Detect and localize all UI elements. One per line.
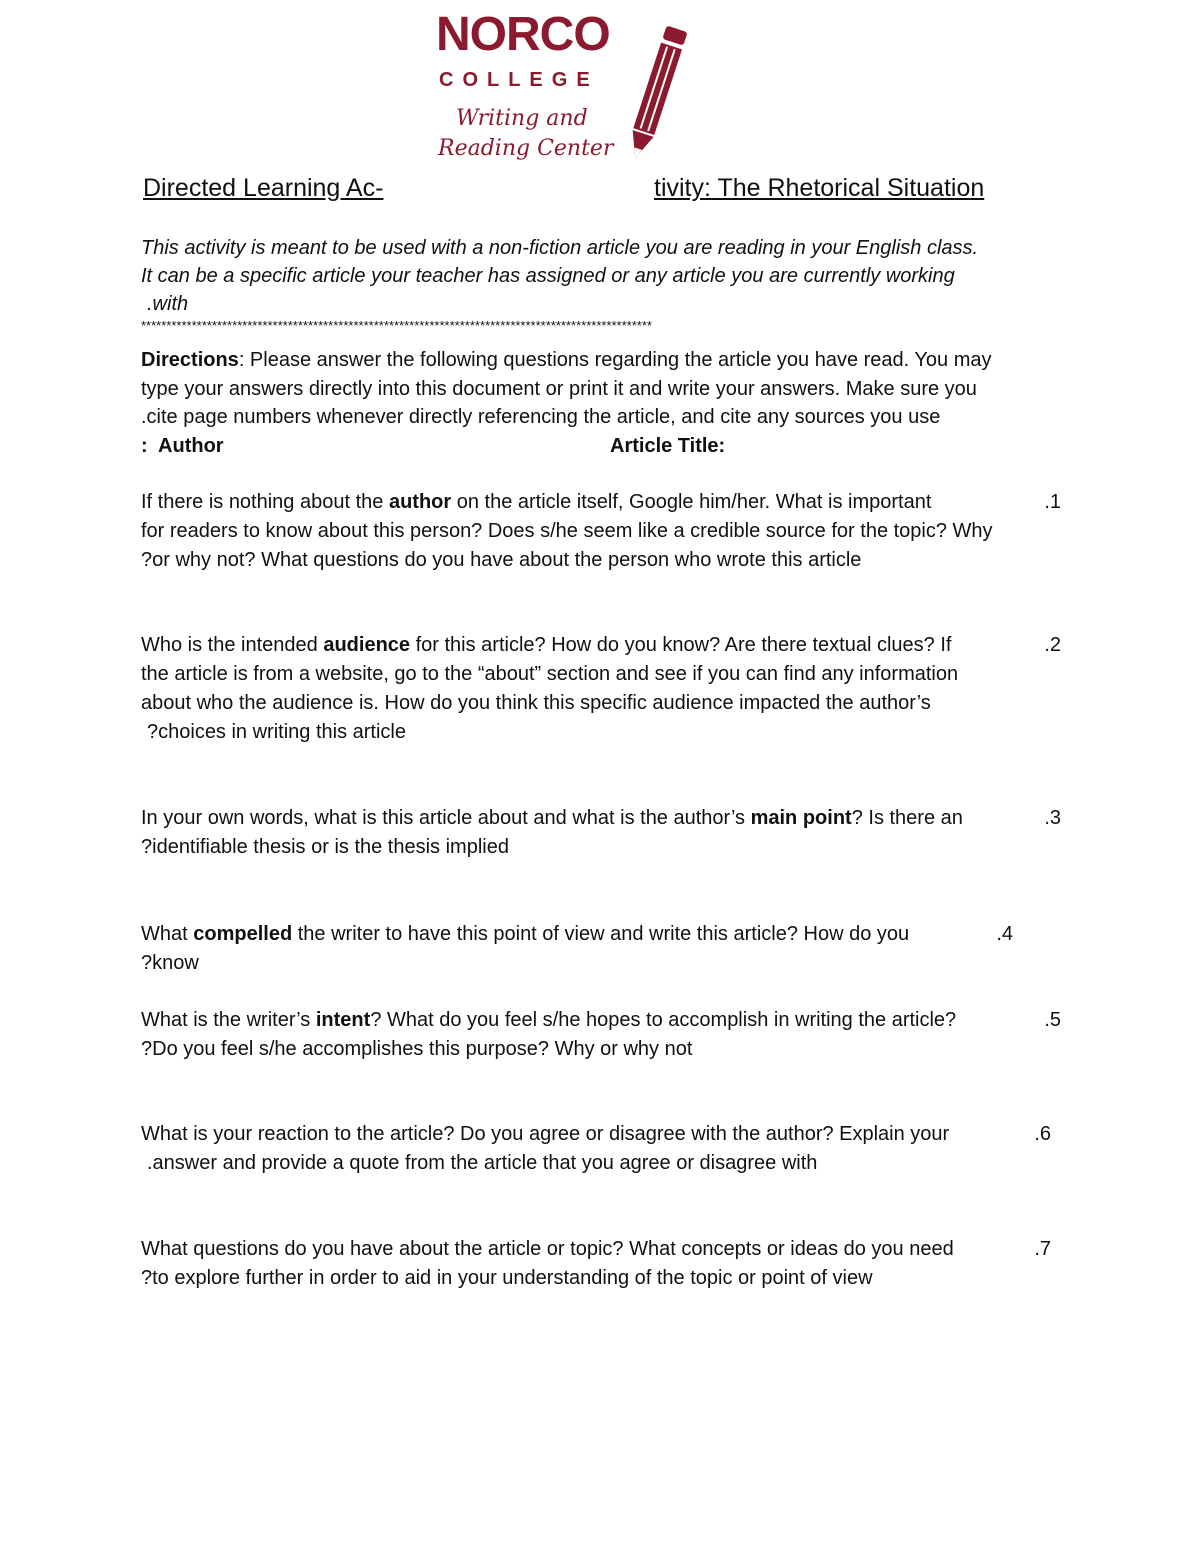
intro-line: It can be a specific article your teacher has assigned or any article you are currently working	[141, 265, 955, 287]
logo-subname: COLLEGE	[439, 69, 599, 91]
question-keyword: compelled	[193, 923, 293, 945]
question-text: ? Is there an	[851, 807, 963, 829]
directions-text: .cite page numbers whenever directly referencing the article, and cite any sources you use	[141, 406, 941, 428]
logo-script-line1: Writing and	[456, 106, 588, 131]
question-number: .2	[1044, 634, 1061, 656]
question-3	[141, 804, 1061, 862]
college-logo	[436, 10, 696, 160]
directions-text: type your answers directly into this document or print it and write your answers. Make sure you	[141, 377, 977, 400]
separator: *****************************************************************************************************	[141, 318, 652, 333]
directions-label: Directions	[141, 349, 239, 371]
question-text: on the article itself, Google him/her. What is important	[451, 491, 932, 513]
question-number: .1	[1044, 491, 1061, 513]
question-text: the writer to have this point of view and write this article? How do you	[292, 923, 910, 945]
question-text: What is the writer’s	[141, 1009, 316, 1031]
question-2	[141, 631, 1061, 747]
question-text: ?choices in writing this article	[147, 721, 406, 743]
question-keyword: intent	[315, 1009, 371, 1031]
question-4	[141, 920, 1061, 978]
author-field-label[interactable]: : Author	[141, 435, 224, 457]
question-5	[141, 1006, 1061, 1064]
question-number: .3	[1044, 807, 1061, 829]
question-text: ?Do you feel s/he accomplishes this purpose? Why or why not	[141, 1038, 693, 1060]
question-text: ?or why not? What questions do you have about the person who wrote this article	[141, 549, 862, 571]
question-text: ? What do you feel s/he hopes to accomplish in writing the article?	[370, 1009, 957, 1031]
question-number: .7	[1034, 1238, 1051, 1260]
intro-paragraph	[141, 234, 1041, 318]
directions-paragraph	[141, 346, 1071, 432]
question-text: for this article? How do you know? Are there textual clues? If	[410, 634, 952, 656]
question-keyword: audience	[323, 634, 411, 656]
question-text: What is your reaction to the article? Do you agree or disagree with the author? Explain your	[141, 1123, 950, 1145]
question-number: .5	[1044, 1009, 1061, 1031]
article-title-field-label[interactable]: Article Title:	[610, 435, 726, 457]
question-1	[141, 488, 1061, 575]
page-title-left: Directed Learning Ac-	[143, 174, 384, 202]
question-text: In your own words, what is this article about and what is the author’s	[141, 807, 751, 829]
question-text: ?to explore further in order to aid in your understanding of the topic or point of view	[141, 1267, 873, 1289]
question-keyword: author	[388, 491, 452, 513]
question-6	[141, 1120, 1061, 1178]
question-keyword: main point	[750, 807, 852, 829]
logo-script-line2: Reading Center	[438, 136, 614, 161]
question-text: the article is from a website, go to the “about” section and see if you can find any information	[141, 663, 959, 685]
page-title-right: tivity: The Rhetorical Situation	[654, 174, 985, 202]
question-text: What questions do you have about the article or topic? What concepts or ideas do you need	[141, 1238, 954, 1260]
logo-name: NORCO	[436, 8, 610, 61]
question-text: ?identifiable thesis or is the thesis implied	[141, 836, 509, 858]
intro-line: This activity is meant to be used with a non-fiction article you are reading in your English class.	[141, 237, 979, 259]
question-text: If there is nothing about the	[141, 491, 389, 513]
pencil-icon	[620, 16, 696, 166]
question-text: for readers to know about this person? Does s/he seem like a credible source for the topic? Why	[141, 520, 993, 542]
question-number: .4	[996, 923, 1013, 945]
question-text: ?know	[141, 952, 199, 974]
question-text: Who is the intended	[141, 634, 324, 656]
question-number: .6	[1034, 1123, 1051, 1145]
question-7	[141, 1235, 1061, 1293]
intro-line: .with	[147, 293, 189, 315]
question-text: .answer and provide a quote from the article that you agree or disagree with	[147, 1152, 818, 1174]
directions-text: : Please answer the following questions regarding the article you have read. You may	[238, 349, 992, 371]
question-text: What	[141, 923, 194, 945]
question-text: about who the audience is. How do you think this specific audience impacted the author’s	[141, 692, 931, 714]
